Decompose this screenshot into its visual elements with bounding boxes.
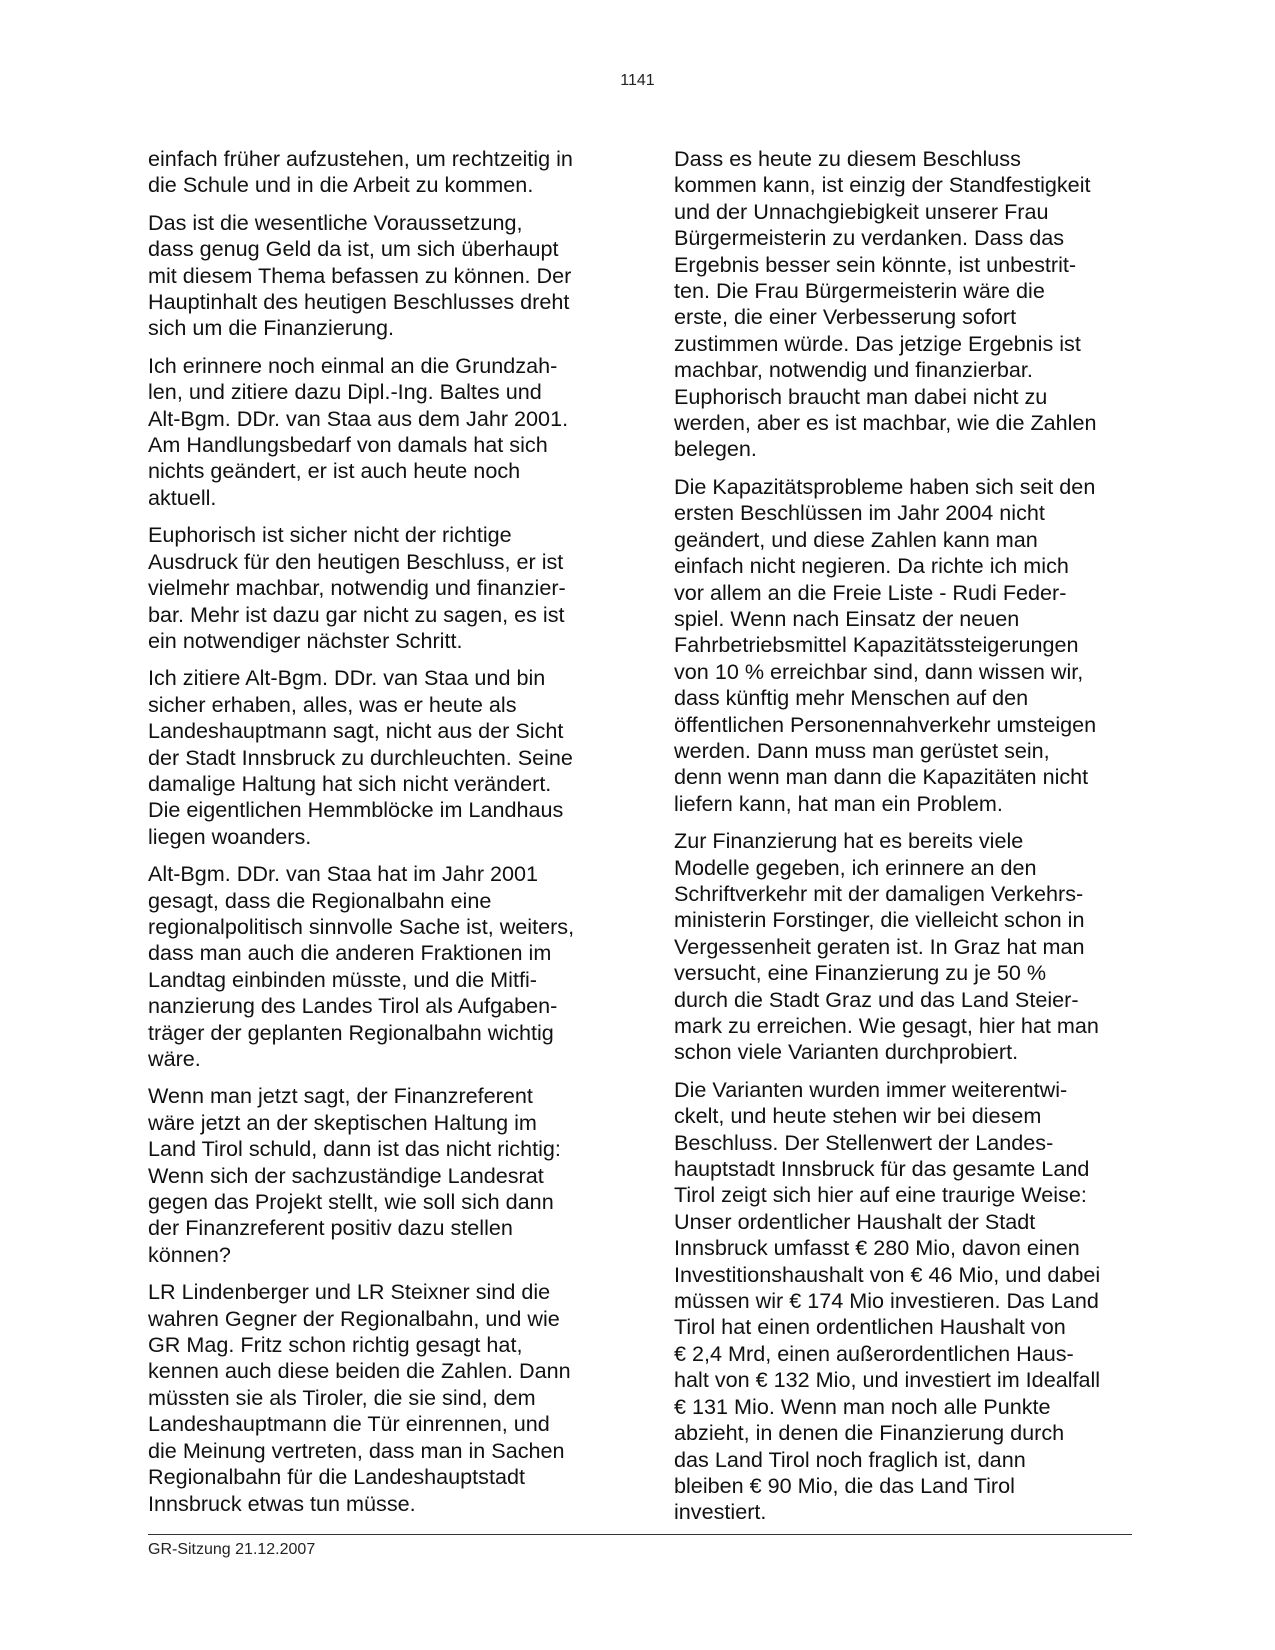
text-line: Landeshauptmann sagt, nicht aus der Sicht bbox=[148, 718, 564, 744]
paragraph bbox=[148, 1083, 608, 1268]
text-line: damalige Haltung hat sich nicht verändert. bbox=[148, 770, 552, 796]
text-line: halt von € 132 Mio, und investiert im Idealfall bbox=[674, 1367, 1101, 1393]
text-line: aktuell. bbox=[148, 484, 217, 510]
text-line: nanzierung des Landes Tirol als Aufgaben- bbox=[148, 993, 558, 1019]
text-line: € 131 Mio. Wenn man noch alle Punkte bbox=[674, 1393, 1051, 1419]
text-line: Die Varianten wurden immer weiterentwi- bbox=[674, 1076, 1068, 1102]
text-line: wäre. bbox=[148, 1046, 201, 1071]
paragraph bbox=[674, 1077, 1134, 1526]
text-line: werden. Dann muss man gerüstet sein, bbox=[674, 737, 1050, 763]
paragraph bbox=[148, 1279, 608, 1517]
text-line: Am Handlungsbedarf von damals hat sich bbox=[148, 432, 548, 458]
text-line: Euphorisch braucht man dabei nicht zu bbox=[674, 383, 1048, 409]
text-line: hauptstadt Innsbruck für das gesamte Land bbox=[674, 1156, 1090, 1182]
text-line: Wenn man jetzt sagt, der Finanzreferent bbox=[148, 1083, 533, 1109]
text-line: zustimmen würde. Das jetzige Ergebnis ist bbox=[674, 330, 1081, 356]
text-line: müssten sie als Tiroler, die sie sind, dem bbox=[148, 1384, 536, 1410]
text-line: ministerin Forstinger, die vielleicht schon in bbox=[674, 907, 1085, 933]
text-line: ein notwendiger nächster Schritt. bbox=[148, 627, 463, 653]
text-line: gegen das Projekt stellt, wie soll sich dann bbox=[148, 1189, 554, 1215]
text-line: LR Lindenberger und LR Steixner sind die bbox=[148, 1279, 551, 1305]
text-line: Innsbruck umfasst € 280 Mio, davon einen bbox=[674, 1235, 1080, 1261]
text-line: werden, aber es ist machbar, wie die Zahlen bbox=[674, 410, 1097, 436]
text-line: die Schule und in die Arbeit zu kommen. bbox=[148, 172, 534, 198]
text-line: ten. Die Frau Bürgermeisterin wäre die bbox=[674, 278, 1045, 304]
text-line: Wenn sich der sachzuständige Landesrat bbox=[148, 1162, 544, 1188]
text-line: Beschluss. Der Stellenwert der Landes- bbox=[674, 1129, 1054, 1155]
page-number: 1141 bbox=[620, 72, 655, 89]
text-line: GR Mag. Fritz schon richtig gesagt hat, bbox=[148, 1332, 523, 1358]
text-line: nichts geändert, er ist auch heute noch bbox=[148, 458, 521, 484]
text-line: Unser ordentlicher Haushalt der Stadt bbox=[674, 1208, 1036, 1234]
text-line: bar. Mehr ist dazu gar nicht zu sagen, es ist bbox=[148, 601, 565, 627]
text-line: vielmehr machbar, notwendig und finanzier- bbox=[148, 575, 566, 601]
text-line: geändert, und diese Zahlen kann man bbox=[674, 526, 1038, 552]
text-line: der Stadt Innsbruck zu durchleuchten. Seine bbox=[148, 744, 573, 770]
footer-divider bbox=[148, 1534, 1132, 1535]
text-line: Ausdruck für den heutigen Beschluss, er ist bbox=[148, 548, 564, 574]
text-line: € 2,4 Mrd, einen außerordentlichen Haus- bbox=[674, 1340, 1074, 1366]
paragraph bbox=[148, 353, 608, 511]
text-line: sich um die Finanzierung. bbox=[148, 315, 395, 341]
text-line: Die Kapazitätsprobleme haben sich seit den bbox=[674, 473, 1096, 499]
paragraph bbox=[674, 828, 1134, 1066]
text-line: Ich zitiere Alt-Bgm. DDr. van Staa und bin bbox=[148, 665, 546, 691]
paragraph bbox=[674, 146, 1134, 463]
text-line: dass genug Geld da ist, um sich überhaupt bbox=[148, 236, 559, 262]
paragraph bbox=[148, 146, 608, 199]
text-line: Alt-Bgm. DDr. van Staa aus dem Jahr 2001. bbox=[148, 405, 569, 431]
text-line: len, und zitiere dazu Dipl.-Ing. Baltes und bbox=[148, 379, 542, 405]
text-line: Land Tirol schuld, dann ist das nicht richtig: bbox=[148, 1136, 561, 1162]
text-line: einfach nicht negieren. Da richte ich mich bbox=[674, 553, 1069, 579]
paragraph bbox=[674, 474, 1134, 817]
text-line: wahren Gegner der Regionalbahn, und wie bbox=[148, 1305, 560, 1331]
text-line: liefern kann, hat man ein Problem. bbox=[674, 790, 1003, 816]
text-line: und der Unnachgiebigkeit unserer Frau bbox=[674, 198, 1049, 224]
text-line: denn wenn man dann die Kapazitäten nicht bbox=[674, 764, 1089, 790]
text-line: Ich erinnere noch einmal an die Grundzah- bbox=[148, 352, 558, 378]
text-line: schon viele Varianten durchprobiert. bbox=[674, 1039, 1019, 1065]
text-line: investiert. bbox=[674, 1499, 767, 1525]
text-line: erste, die einer Verbesserung sofort bbox=[674, 304, 1017, 330]
text-line: mit diesem Thema befassen zu können. Der bbox=[148, 262, 572, 288]
text-line: Euphorisch ist sicher nicht der richtige bbox=[148, 522, 512, 548]
text-line: Das ist die wesentliche Voraussetzung, bbox=[148, 209, 523, 235]
text-line: machbar, notwendig und finanzierbar. bbox=[674, 357, 1033, 383]
text-line: Modelle gegeben, ich erinnere an den bbox=[674, 854, 1037, 880]
text-line: der Finanzreferent positiv dazu stellen bbox=[148, 1215, 513, 1241]
text-line: spiel. Wenn nach Einsatz der neuen bbox=[674, 605, 1020, 631]
text-line: dass man auch die anderen Fraktionen im bbox=[148, 940, 552, 966]
text-line: bleiben € 90 Mio, die das Land Tirol bbox=[674, 1472, 1015, 1498]
left-column bbox=[148, 146, 608, 1528]
text-line: vor allem an die Freie Liste - Rudi Feder- bbox=[674, 579, 1067, 605]
paragraph bbox=[148, 861, 608, 1072]
text-line: dass künftig mehr Menschen auf den bbox=[674, 685, 1029, 711]
text-line: Alt-Bgm. DDr. van Staa hat im Jahr 2001 bbox=[148, 861, 539, 887]
text-line: kennen auch diese beiden die Zahlen. Dann bbox=[148, 1358, 571, 1384]
text-line: Investitionshaushalt von € 46 Mio, und dabei bbox=[674, 1261, 1101, 1287]
text-line: Die eigentlichen Hemmblöcke im Landhaus bbox=[148, 797, 564, 823]
text-line: Tirol hat einen ordentlichen Haushalt von bbox=[674, 1314, 1066, 1340]
text-line: gesagt, dass die Regionalbahn eine bbox=[148, 887, 492, 913]
text-line: Hauptinhalt des heutigen Beschlusses dreht bbox=[148, 289, 570, 315]
text-line: Schriftverkehr mit der damaligen Verkehrs- bbox=[674, 880, 1084, 906]
text-line: Bürgermeisterin zu verdanken. Dass das bbox=[674, 225, 1065, 251]
text-line: regionalpolitisch sinnvolle Sache ist, weiters, bbox=[148, 913, 575, 939]
text-line: Dass es heute zu diesem Beschluss bbox=[674, 146, 1021, 171]
right-column bbox=[674, 146, 1134, 1537]
paragraph bbox=[148, 210, 608, 342]
text-line: ckelt, und heute stehen wir bei diesem bbox=[674, 1103, 1042, 1129]
paragraph bbox=[148, 665, 608, 850]
text-line: die Meinung vertreten, dass man in Sachen bbox=[148, 1437, 565, 1463]
text-line: Fahrbetriebsmittel Kapazitätssteigerungen bbox=[674, 632, 1079, 658]
text-line: Regionalbahn für die Landeshauptstadt bbox=[148, 1464, 525, 1490]
text-line: mark zu erreichen. Wie gesagt, hier hat man bbox=[674, 1013, 1099, 1038]
text-line: das Land Tirol noch fraglich ist, dann bbox=[674, 1446, 1026, 1472]
text-line: Innsbruck etwas tun müsse. bbox=[148, 1490, 416, 1516]
text-line: Tirol zeigt sich hier auf eine traurige Weise: bbox=[674, 1182, 1087, 1208]
text-line: Landeshauptmann die Tür einrennen, und bbox=[148, 1411, 550, 1437]
text-line: versucht, eine Finanzierung zu je 50 % bbox=[674, 960, 1047, 986]
text-line: Zur Finanzierung hat es bereits viele bbox=[674, 828, 1024, 854]
text-line: kommen kann, ist einzig der Standfestigkeit bbox=[674, 172, 1091, 198]
text-line: wäre jetzt an der skeptischen Haltung im bbox=[148, 1109, 537, 1135]
text-line: ersten Beschlüssen im Jahr 2004 nicht bbox=[674, 500, 1045, 526]
text-line: belegen. bbox=[674, 436, 757, 462]
text-line: durch die Stadt Graz und das Land Steier- bbox=[674, 986, 1079, 1012]
footer-session-date: GR-Sitzung 21.12.2007 bbox=[148, 1541, 316, 1558]
text-line: abzieht, in denen die Finanzierung durch bbox=[674, 1420, 1065, 1446]
text-line: öffentlichen Personennahverkehr umsteigen bbox=[674, 711, 1097, 737]
text-line: träger der geplanten Regionalbahn wichtig bbox=[148, 1019, 554, 1045]
text-line: Vergessenheit geraten ist. In Graz hat man bbox=[674, 933, 1085, 959]
text-line: müssen wir € 174 Mio investieren. Das Land bbox=[674, 1288, 1099, 1314]
text-line: können? bbox=[148, 1241, 231, 1267]
text-line: einfach früher aufzustehen, um rechtzeitig in bbox=[148, 146, 573, 171]
text-line: sicher erhaben, alles, was er heute als bbox=[148, 691, 517, 717]
text-line: Landtag einbinden müsste, und die Mitfi- bbox=[148, 966, 537, 992]
text-line: von 10 % erreichbar sind, dann wissen wir, bbox=[674, 658, 1084, 684]
text-line: liegen woanders. bbox=[148, 823, 312, 849]
paragraph bbox=[148, 522, 608, 654]
text-line: Ergebnis besser sein könnte, ist unbestrit- bbox=[674, 251, 1077, 277]
